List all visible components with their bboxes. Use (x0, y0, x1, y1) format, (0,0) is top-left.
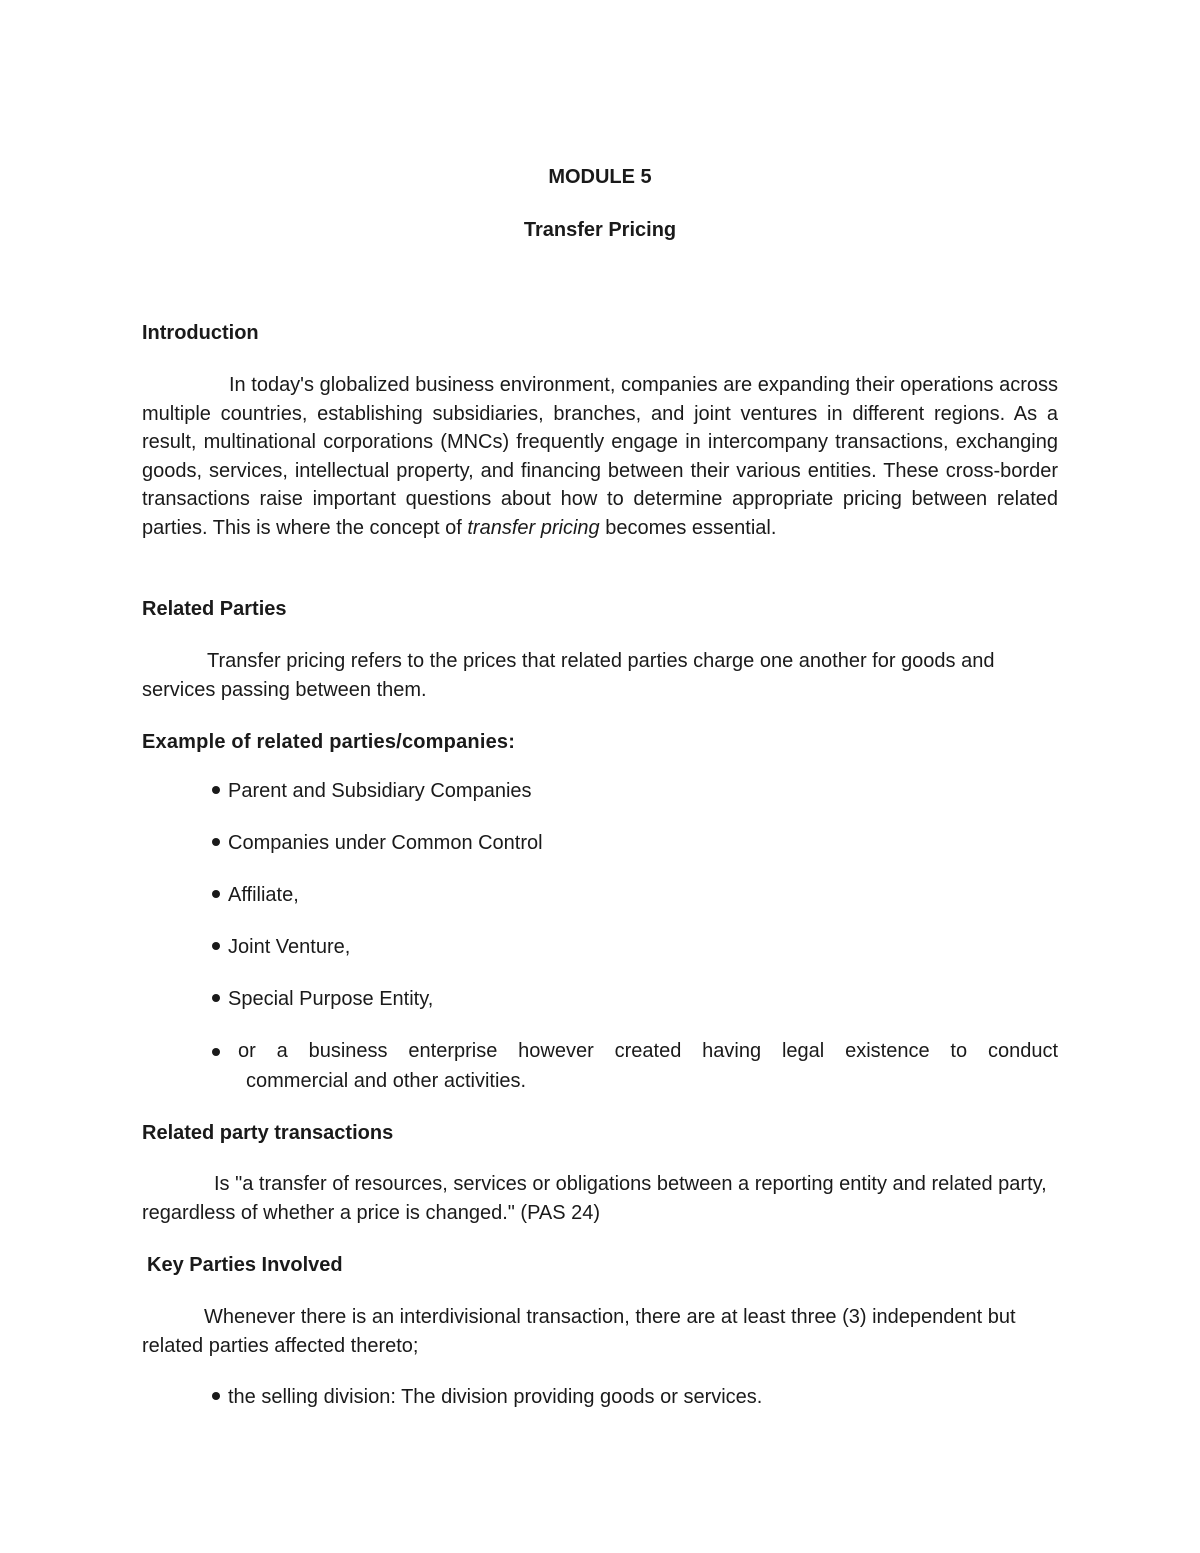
introduction-text-end: becomes essential. (605, 516, 777, 539)
bullet-icon (212, 890, 220, 898)
list-item: the selling division: The division providing goods or services. (212, 1383, 1058, 1413)
rpt-paragraph: Is "a transfer of resources, services or obligations between a reporting entity and related party, regardless of whether a price is changed." (PAS 24) (142, 1173, 1047, 1224)
key-parties-heading: Key Parties Involved (147, 1254, 343, 1276)
bullet-icon (212, 838, 220, 846)
list-item: Companies under Common Control (212, 829, 1058, 859)
bullet-icon (212, 1392, 220, 1400)
introduction-emphasis: transfer pricing (467, 516, 600, 539)
rpt-heading: Related party transactions (142, 1122, 394, 1144)
list-item: Special Purpose Entity, (212, 985, 1058, 1015)
list-item: or a business enterprise however created having legal existence to conduct commercial and other activities. (212, 1037, 1058, 1096)
list-item: Joint Venture, (212, 933, 1058, 963)
introduction-paragraph (142, 371, 1058, 542)
introduction-heading: Introduction (142, 322, 259, 344)
related-parties-heading: Related Parties (142, 598, 287, 620)
related-parties-paragraph: Transfer pricing refers to the prices that related parties charge one another for goods and services passing between them. (142, 650, 995, 701)
bullet-icon (212, 786, 220, 794)
list-item: Parent and Subsidiary Companies (212, 777, 1058, 807)
list-item: Affiliate, (212, 881, 1058, 911)
bullet-icon (212, 942, 220, 950)
examples-heading: Example of related parties/companies: (142, 731, 516, 753)
bullet-icon (212, 1048, 220, 1056)
bullet-icon (212, 994, 220, 1002)
topic-title: Transfer Pricing (523, 219, 677, 241)
key-parties-paragraph: Whenever there is an interdivisional transaction, there are at least three (3) independent but related parties affected thereto; (142, 1306, 1016, 1357)
introduction-text: In today's globalized business environment, companies are expanding their operations across multiple countries, establishing subsidiaries, branches, and joint ventures in different regions. As a result, multinational corporations (MNCs) frequently engage in intercompany transactions, exchanging goods, services, intellectual property, and financing between their various entities. These cross-border transactions raise important questions about how to determine appropriate pricing between related parties. This is where the concept of (142, 374, 1058, 539)
module-title: MODULE 5 (548, 166, 652, 188)
